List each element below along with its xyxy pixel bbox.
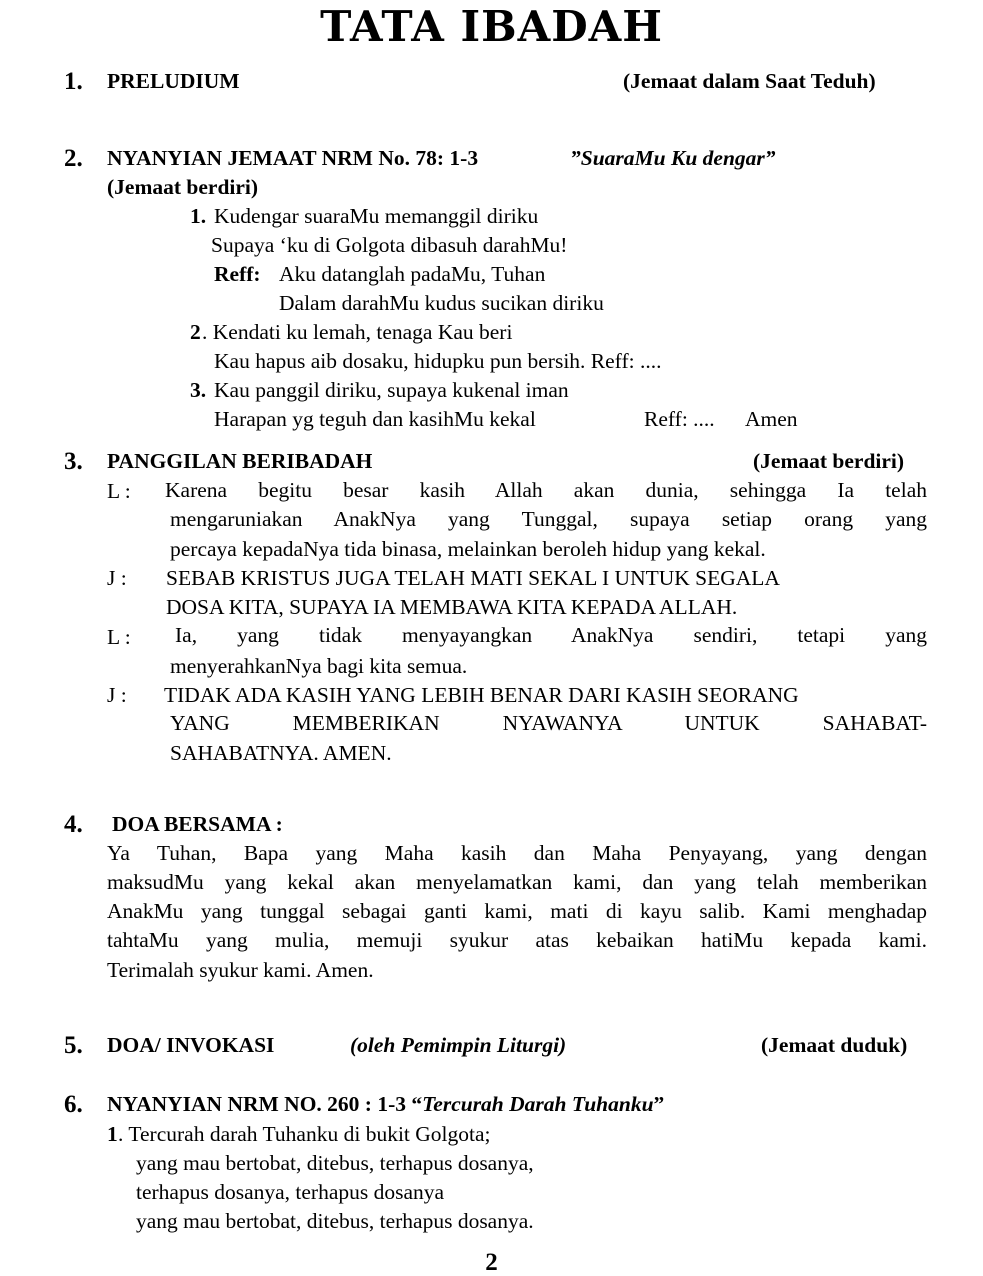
section-2-heading: NYANYIAN JEMAAT NRM No. 78: 1-3 (107, 146, 479, 170)
leader-text-1-line-2: mengaruniakan AnakNya yang Tunggal, supaya setiap orang yang (170, 507, 927, 531)
page-title: TATA IBADAH (320, 2, 663, 51)
leader-text-2-line-2: menyerahkanNya bagi kita semua. (170, 654, 468, 678)
section-6-close-quote: ” (653, 1092, 665, 1116)
verse-1-line-1: Kudengar suaraMu memanggil diriku (214, 204, 539, 228)
section-6-verse-1-line-1: . Tercurah darah Tuhanku di bukit Golgota; (118, 1122, 491, 1146)
prayer-line-1: Ya Tuhan, Bapa yang Maha kasih dan Maha Penyayang, yang dengan (107, 841, 927, 865)
leader-text-1-line-1: Karena begitu besar kasih Allah akan dunia, sehingga Ia telah (165, 478, 927, 502)
congregation-text-2-line-1: TIDAK ADA KASIH YANG LEBIH BENAR DARI KASIH SEORANG (164, 683, 799, 707)
section-6-verse-1-line-3: terhapus dosanya, terhapus dosanya (136, 1180, 445, 1204)
section-6-verse-1-line-4: yang mau bertobat, ditebus, terhapus dosanya. (136, 1209, 534, 1233)
section-5-heading: DOA/ INVOKASI (107, 1033, 275, 1057)
section-6-verse-1-line-2: yang mau bertobat, ditebus, terhapus dosanya, (136, 1151, 534, 1175)
page-number: 2 (485, 1249, 498, 1276)
verse-1-number: 1. (190, 204, 207, 228)
leader-label-1: L : (107, 479, 131, 503)
section-1-heading: PRELUDIUM (107, 69, 240, 93)
leader-text-2-line-1: Ia, yang tidak menyayangkan AnakNya sendiri, tetapi yang (175, 623, 927, 647)
section-6-number: 6. (64, 1091, 83, 1118)
prayer-line-2: maksudMu yang kekal akan menyelamatkan kami, dan yang telah memberikan (107, 870, 927, 894)
verse-3-reff: Reff: .... (644, 407, 715, 431)
prayer-line-5: Terimalah syukur kami. Amen. (107, 958, 374, 982)
leader-label-2: L : (107, 625, 131, 649)
verse-2-line-1: . Kendati ku lemah, tenaga Kau beri (202, 320, 513, 344)
section-5-subtitle: (oleh Pemimpin Liturgi) (350, 1033, 567, 1057)
section-2-song-title: ”SuaraMu Ku dengar” (570, 146, 776, 170)
section-4-number: 4. (64, 811, 83, 838)
congregation-text-1-line-1: SEBAB KRISTUS JUGA TELAH MATI SEKAL I UNTUK SEGALA (166, 566, 780, 590)
verse-3-line-1: Kau panggil diriku, supaya kukenal iman (214, 378, 569, 402)
prayer-line-4: tahtaMu yang mulia, memuji syukur atas kebaikan hatiMu kepada kami. (107, 928, 927, 952)
prayer-line-3: AnakMu yang tunggal sebagai ganti kami, mati di kayu salib. Kami menghadap (107, 899, 927, 923)
verse-3-line-2: Harapan yg teguh dan kasihMu kekal (214, 407, 536, 431)
verse-3-amen: Amen (745, 407, 798, 431)
reff-line-2: Dalam darahMu kudus sucikan diriku (279, 291, 604, 315)
verse-2-number: 2 (190, 320, 201, 344)
section-1-number: 1. (64, 68, 83, 95)
verse-1-line-2: Supaya ‘ku di Golgota dibasuh darahMu! (211, 233, 568, 257)
congregation-label-1: J : (107, 566, 127, 590)
reff-label: Reff: (214, 262, 261, 286)
reff-line-1: Aku datanglah padaMu, Tuhan (279, 262, 546, 286)
congregation-text-1-line-2: DOSA KITA, SUPAYA IA MEMBAWA KITA KEPADA ALLAH. (166, 595, 738, 619)
verse-3-number: 3. (190, 378, 207, 402)
congregation-label-2: J : (107, 683, 127, 707)
section-1-note: (Jemaat dalam Saat Teduh) (623, 69, 876, 93)
congregation-text-2-line-3: SAHABATNYA. AMEN. (170, 741, 392, 765)
section-5-note: (Jemaat duduk) (761, 1033, 908, 1057)
verse-2-line-2: Kau hapus aib dosaku, hidupku pun bersih. Reff: .... (214, 349, 662, 373)
section-6-heading-text: NYANYIAN NRM NO. 260 : 1-3 “ (107, 1092, 423, 1116)
section-5-number: 5. (64, 1032, 83, 1059)
section-3-heading: PANGGILAN BERIBADAH (107, 449, 373, 473)
section-6-heading (107, 1094, 664, 1116)
section-6-verse-1-number: 1 (107, 1122, 118, 1146)
section-6-song-title: Tercurah Darah Tuhanku (422, 1092, 654, 1116)
leader-text-1-line-3: percaya kepadaNya tida binasa, melainkan beroleh hidup yang kekal. (170, 537, 766, 561)
section-2-note: (Jemaat berdiri) (107, 175, 259, 199)
section-2-number: 2. (64, 145, 83, 172)
section-3-number: 3. (64, 448, 83, 475)
section-3-note: (Jemaat berdiri) (753, 449, 905, 473)
section-4-heading: DOA BERSAMA : (112, 812, 283, 836)
congregation-text-2-line-2: YANG MEMBERIKAN NYAWANYA UNTUK SAHABAT- (170, 711, 927, 735)
